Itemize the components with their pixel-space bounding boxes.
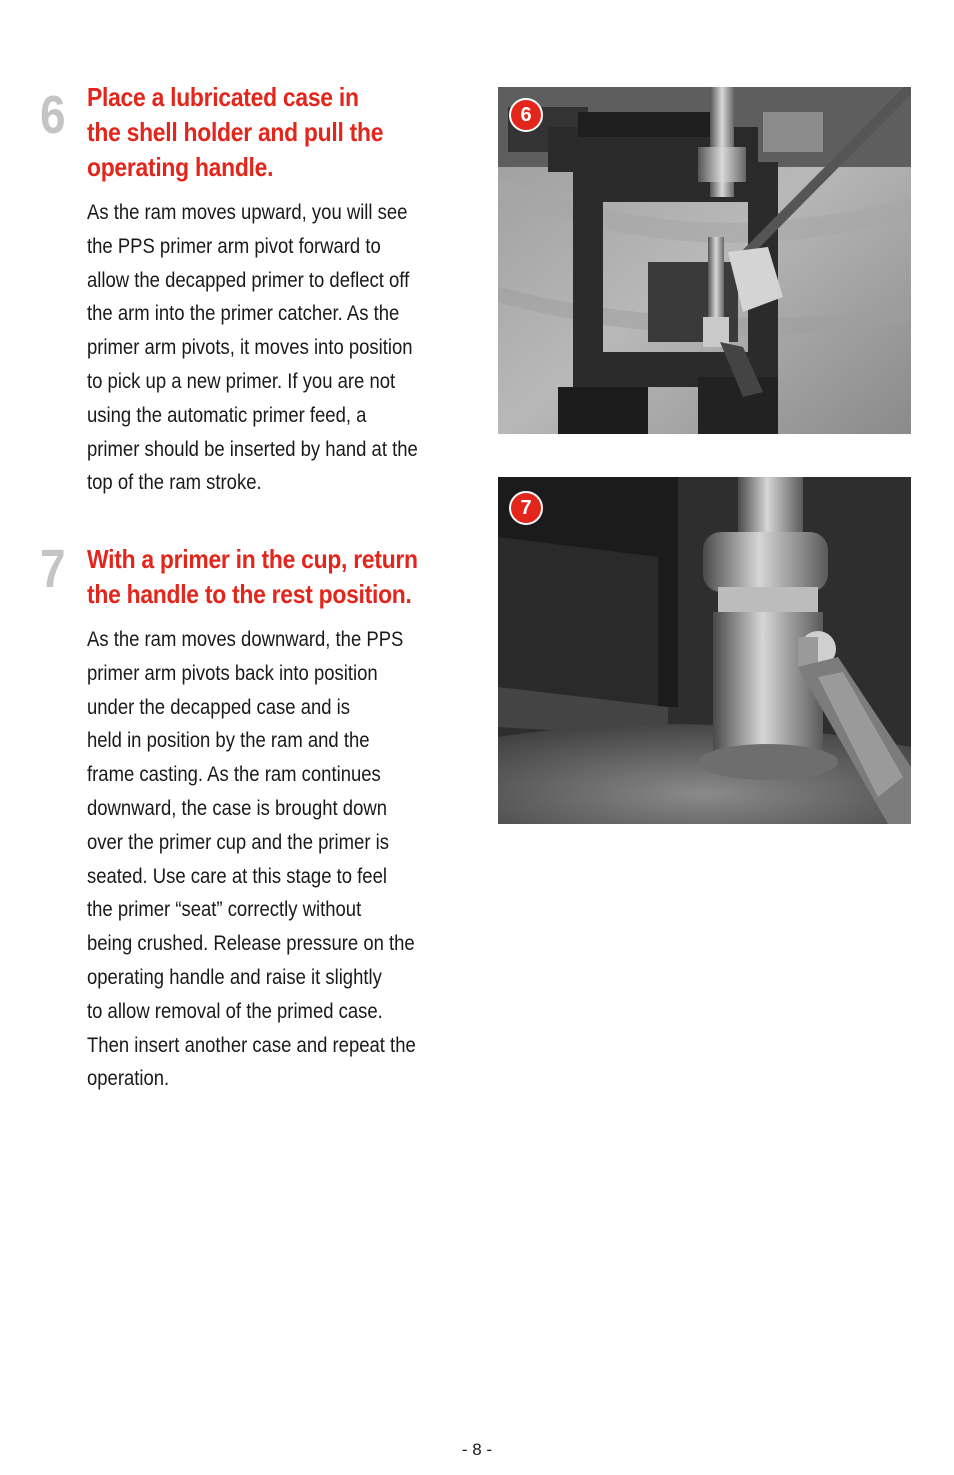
photo-6-badge: 6 (509, 98, 543, 132)
step-7-number: 7 (40, 539, 66, 599)
primer-cup-closeup-illustration (498, 477, 911, 824)
page-number: - 8 - (461, 1440, 493, 1459)
step-7-heading: With a primer in the cup, return the handle to the rest position. (87, 544, 418, 609)
step-6-number: 6 (40, 85, 66, 145)
step-6-heading: Place a lubricated case in the shell holder and pull the operating handle. (87, 82, 384, 182)
photo-7-badge: 7 (509, 491, 543, 525)
photo-step-6 (498, 87, 911, 434)
press-frame-photo-illustration (498, 87, 911, 434)
step-7-body: As the ram moves downward, the PPS primer arm pivots back into position under the decapped case and is held in position by the ram and the frame casting. As the ram continues downward, the case is brought down over the primer cup and the primer is seated. Use care at this stage to feel the primer “seat” correctly without being crushed. Release pressure on the operating handle and raise it slightly to allow removal of the primed case. Then insert another case and repeat the operation. (87, 628, 416, 1091)
photo-step-7 (498, 477, 911, 824)
step-6-body: As the ram moves upward, you will see the PPS primer arm pivot forward to allow the decapped primer to deflect off the arm into the primer catcher. As the primer arm pivots, it moves into position to pick up a new primer. If you are not using the automatic primer feed, a primer should be inserted by hand at the top of the ram stroke. (87, 201, 418, 495)
